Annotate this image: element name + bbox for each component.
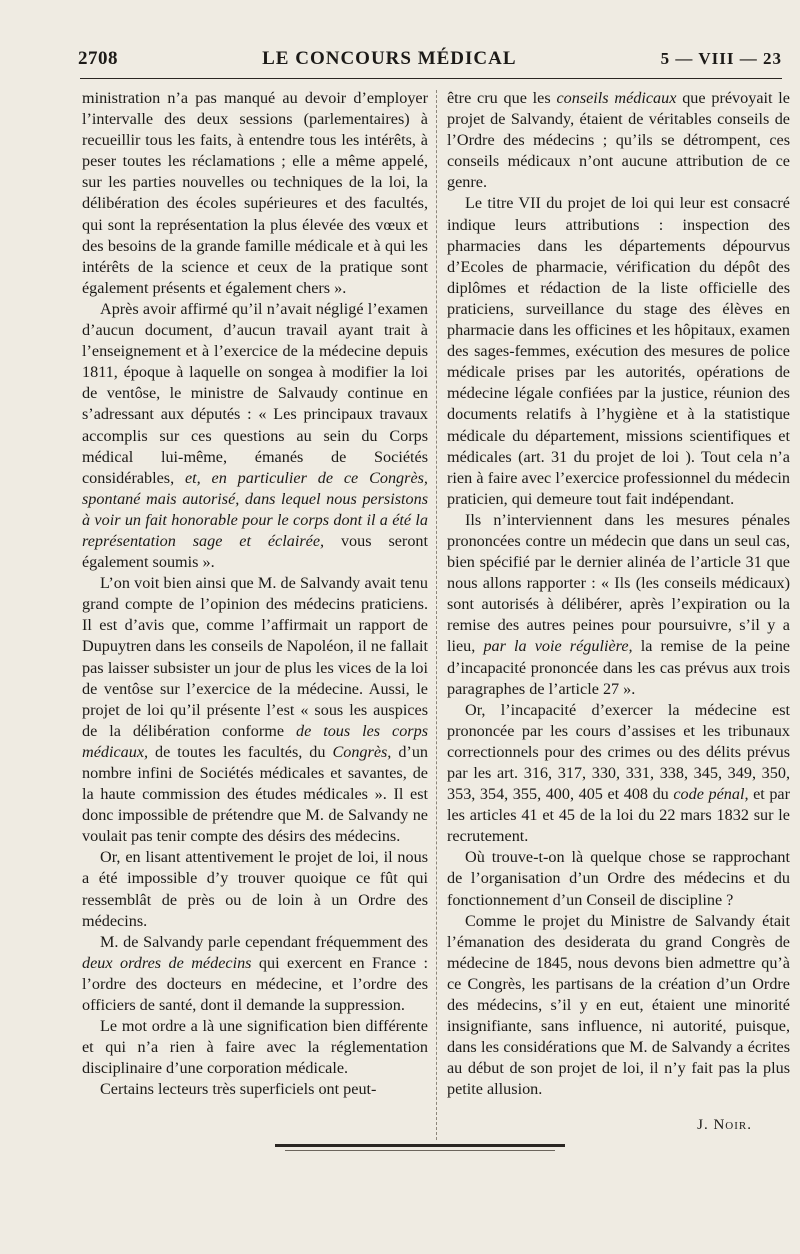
- header-rule: [80, 78, 782, 79]
- text-run: L’on voit bien ainsi que M. de Salvandy avait tenu grand compte de l’opinion des médecins praticiens. Il est d’avis que, comme l’affirmait un rapport de Dupuytren dans les conseils de Napoléon, il ne fallait pas laisser subsister un jour de plus les vices de la loi de ventôse sur l’exercice de la médecine. Aussi, le projet de loi qu’il présente l’est « sous les auspices de la délibération conforme: [82, 574, 428, 740]
- left-column: [82, 88, 428, 1101]
- paragraph: [82, 573, 428, 847]
- text-run: que prévoyait le projet de Salvandy, étaient de véritables conseils de l’Ordre des médecins ; qu’ils se détrompent, ces conseils médicaux n’ont aucune attribution de ce genre.: [447, 89, 790, 192]
- footer-rule: [275, 1144, 565, 1147]
- paragraph: [447, 510, 790, 700]
- text-run: Or, l’incapacité d’exercer la médecine est prononcée par les cours d’assises et les tribunaux correctionnels pour des crimes ou des délits prévus par les art. 316, 317, 330, 331, 338, 345, 349, 350, 353, 354, 355, 400, 405 et 408 du: [447, 700, 790, 804]
- text-run: la remise de la peine d’incapacité prononcée dans les cas prévus aux trois paragraphes de l’article 27 ».: [447, 637, 790, 698]
- issue-date: 5 — VIII — 23: [660, 49, 782, 68]
- paragraph: [447, 88, 790, 193]
- paragraph: Où trouve-t-on là quelque chose se rapprochant de l’organisation d’un Ordre des médecins et du fonctionnement d’un Conseil de discipline ?: [447, 848, 790, 909]
- italic-run: et, en particulier de ce Congrès, spontané mais autorisé, dans lequel nous persistons à voir un fait honorable pour le corps dont il a été la représentation sage et éclairée,: [82, 468, 428, 550]
- text-run: M. de Salvandy parle cependant fréquemment des: [100, 932, 428, 951]
- italic-run: Congrès,: [332, 742, 392, 761]
- column-divider: [436, 90, 437, 1140]
- paragraph: [447, 700, 790, 848]
- right-column: [447, 88, 790, 1136]
- italic-run: par la voie régulière,: [483, 637, 633, 656]
- text-run: vous seront également soumis ».: [82, 531, 429, 572]
- text-run: d’un nombre infini de Sociétés médicales et savantes, de la haute commission des études médicales ». Il est donc impossible de prétendre que M. de Salvandy ne voulait pas tenir compte des désirs des médecins.: [82, 742, 429, 846]
- italic-run: conseils médicaux: [556, 89, 677, 107]
- paragraph: [82, 932, 428, 1016]
- paragraph: Certains lecteurs très superficiels ont peut-: [100, 1080, 377, 1099]
- italic-run: deux ordres de médecins: [82, 953, 252, 972]
- italic-run: code pénal,: [673, 785, 749, 804]
- text-run: Ils n’interviennent dans les mesures pénales prononcées contre un médecin que dans un seul cas, bien spécifié par le dernier alinéa de l’article 31 que nous allons rapporter : « Ils (les conseils médicaux) sont autorisés à délibérer, après l’expiration ou la remise des autres peines pour poursuivre, s’il y a lieu,: [447, 510, 790, 656]
- paragraph: ministration n’a pas manqué au devoir d’employer l’intervalle des deux sessions (parlementaires) à recueillir tous les faits, à entendre tous les intérêts, à peser toutes les réclamations ; elle a même appelé, sur les parties nouvelles ou techniques de la loi, la délibération des écoles supérieures et des facultés, qui sont la représentation la plus élevée des vœux et des besoins de la grande famille médicale et à qui les intérêts de la science et ceux de la pratique sont également présents et également chers ».: [82, 89, 428, 297]
- page-number: 2708: [78, 48, 118, 69]
- paragraph: Le mot ordre a là une signification bien différente et qui n’a rien à faire avec la réglementation disciplinaire d’une corporation médicale.: [82, 1017, 428, 1078]
- journal-title: LE CONCOURS MÉDICAL: [262, 48, 517, 69]
- page-header: [78, 48, 782, 74]
- paragraph: Or, en lisant attentivement le projet de loi, il nous a été impossible d’y trouver quoique ce fût qui ressemblât de près ou de loin à un Ordre des médecins.: [82, 848, 428, 930]
- author-signature: J. Noir.: [697, 1116, 752, 1133]
- text-run: qui exercent en France : l’ordre des docteurs en médecine, et l’ordre des officiers de santé, dont il demande la suppression.: [82, 953, 428, 1015]
- text-run: de toutes les facultés, du: [148, 742, 333, 761]
- paragraph: [82, 299, 428, 573]
- italic-run: de tous les corps médicaux,: [82, 721, 428, 761]
- footer-rule-thin: [285, 1150, 555, 1151]
- paragraph: Le titre VII du projet de loi qui leur est consacré indique leurs attributions : inspection des pharmacies dans les départements dépourvus d’Ecoles de pharmacie, vérification du dépôt des diplômes et rédaction de la liste officielle des praticiens, surveillance du stage des élèves en pharmacie dans les officines et les hôpitaux, examen des sages-femmes, exécution des mesures de police médicale prises par les autorités, opérations de médecine légale confiées par la justice, réunion des documents relatifs à l’hygiène et à la statistique médicale du département, missions scientifiques et médicales (art. 31 du projet de loi ). Tout cela n’a rien à faire avec l’exercice professionnel du médecin praticien, qui demeure tout fait indépendant.: [447, 194, 790, 508]
- text-run: Après avoir affirmé qu’il n’avait négligé l’examen d’aucun document, d’aucun travail ayant trait à l’enseignement et à l’exercice de la médecine depuis 1811, époque à laquelle on songea à modifier la loi de ventôse, le ministre de Salvaudy continue en s’adressant aux députés : « Les principaux travaux accomplis sur ces questions au sein du Corps médical lui-même, émanés de Sociétés considérables,: [82, 299, 428, 487]
- paragraph: Comme le projet du Ministre de Salvandy était l’émanation des desiderata du grand Congrès de médecine de 1845, nous devons bien admettre qu’à ce Congrès, les partisans de la création d’un Ordre des médecins, s’il y en eut, étaient une minorité insignifiante, sans influence, ni autorité, puisque, dans les considérations que M. de Salvandy a écrites au début de son projet de loi, il n’y fait pas la plus petite allusion.: [447, 911, 790, 1099]
- text-run: être cru que les: [447, 89, 557, 107]
- text-run: et par les articles 41 et 45 de la loi du 22 mars 1832 sur le recrutement.: [447, 785, 790, 846]
